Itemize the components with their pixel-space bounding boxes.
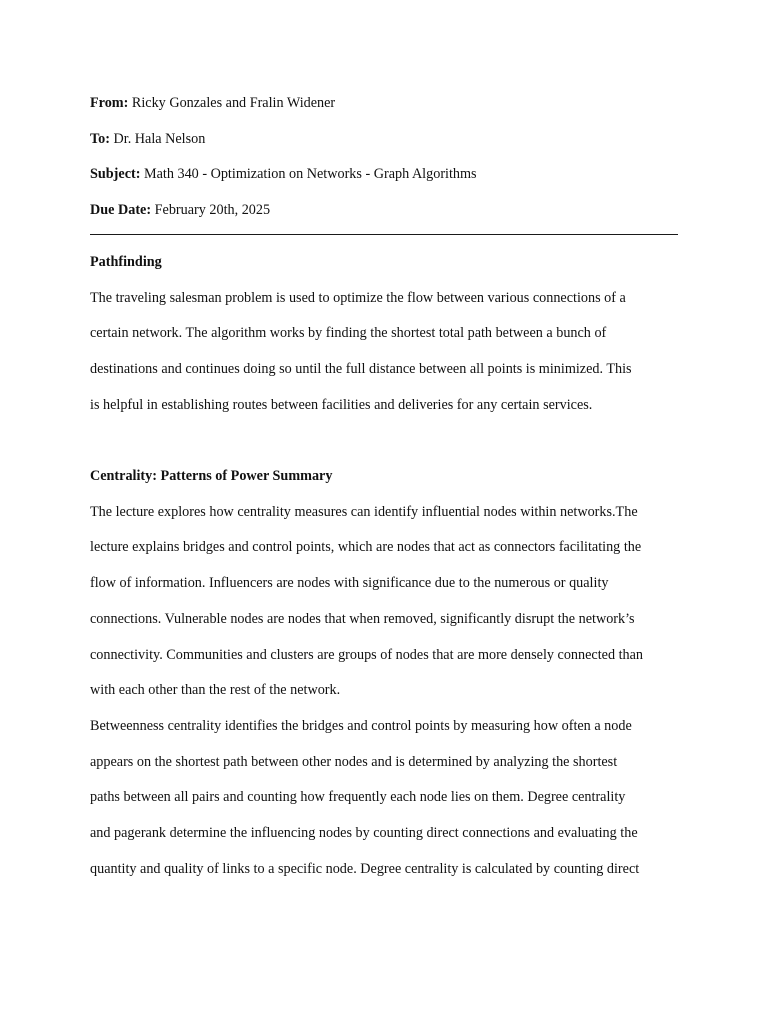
paragraph-line: with each other than the rest of the network. [90, 682, 341, 699]
paragraph-line: destinations and continues doing so until the full distance between all points is minimized. This [90, 360, 632, 377]
horizontal-rule [90, 234, 678, 235]
from-value: Ricky Gonzales and Fralin Widener [131, 95, 336, 111]
document-content [90, 92, 680, 893]
section-heading-pathfinding: Pathfinding [90, 254, 162, 270]
due-date-value: February 20th, 2025 [154, 201, 271, 218]
section-heading-centrality: Centrality: Patterns of Power Summary [90, 468, 333, 485]
subject-line [90, 163, 680, 185]
paragraph-line: connections. Vulnerable nodes are nodes that when removed, significantly disrupt the network’s [90, 610, 635, 627]
to-line [90, 128, 680, 150]
paragraph-line: The traveling salesman problem is used to optimize the flow between various connections of a [90, 289, 626, 306]
pathfinding-paragraph [90, 287, 680, 430]
due-date-line [90, 199, 680, 221]
due-date-label: Due Date: [90, 201, 152, 218]
paragraph-line: flow of information. Influencers are nodes with significance due to the numerous or quality [90, 575, 609, 592]
paragraph-line: connectivity. Communities and clusters are groups of nodes that are more densely connected than [90, 646, 644, 663]
paragraph-line: The lecture explores how centrality measures can identify influential nodes within networks.The [90, 503, 638, 520]
paragraph-line: is helpful in establishing routes between facilities and deliveries for any certain services. [90, 396, 593, 413]
paragraph-line: appears on the shortest path between other nodes and is determined by analyzing the shortest [90, 753, 618, 770]
subject-value: Math 340 - Optimization on Networks - Graph Algorithms [144, 166, 477, 182]
paragraph-line: Betweenness centrality identifies the bridges and control points by measuring how often a node [90, 717, 632, 734]
to-label: To: [90, 130, 110, 147]
from-line [90, 92, 680, 114]
paragraph-line: and pagerank determine the influencing nodes by counting direct connections and evaluating the [90, 824, 638, 841]
subject-label: Subject: [90, 166, 141, 182]
to-value: Dr. Hala Nelson [113, 130, 206, 147]
paragraph-line: quantity and quality of links to a specific node. Degree centrality is calculated by counting direct [90, 860, 640, 877]
from-label: From: [90, 95, 129, 111]
paragraph-line: lecture explains bridges and control points, which are nodes that act as connectors facilitating the [90, 539, 642, 556]
paragraph-line: certain network. The algorithm works by finding the shortest total path between a bunch of [90, 325, 607, 342]
centrality-paragraph [90, 501, 680, 894]
paragraph-line: paths between all pairs and counting how frequently each node lies on them. Degree centrality [90, 789, 626, 806]
